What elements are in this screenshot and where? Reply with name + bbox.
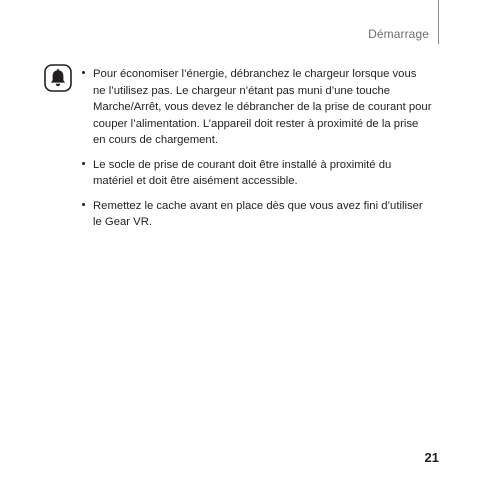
list-item: [80, 198, 432, 231]
bullet-marker: [82, 162, 85, 165]
bullet-text: Pour économiser l’énergie, débranchez le chargeur lorsque vous ne l’utilisez pas. Le chargeur n’étant pas muni d’une touche Marche/Arrêt, vous devez le débrancher de la prise de courant pour couper l’alimentation. L’appareil doit rester à proximité de la prise en cours de chargement.: [93, 68, 432, 146]
bullet-text: Le socle de prise de courant doit être installé à proximité du matériel et doit être aisément accessible.: [93, 158, 392, 187]
bullet-marker: [82, 203, 85, 206]
header-divider: [438, 0, 439, 44]
list-item: [80, 66, 432, 149]
bell-icon: [44, 64, 72, 92]
list-item: [80, 157, 432, 190]
note-bullet-list: [80, 66, 432, 239]
bullet-marker: [82, 71, 85, 74]
page-number: 21: [424, 450, 439, 465]
section-title: Démarrage: [368, 27, 429, 41]
bullet-text: Remettez le cache avant en place dès que vous avez fini d’utiliser le Gear VR.: [93, 199, 423, 228]
